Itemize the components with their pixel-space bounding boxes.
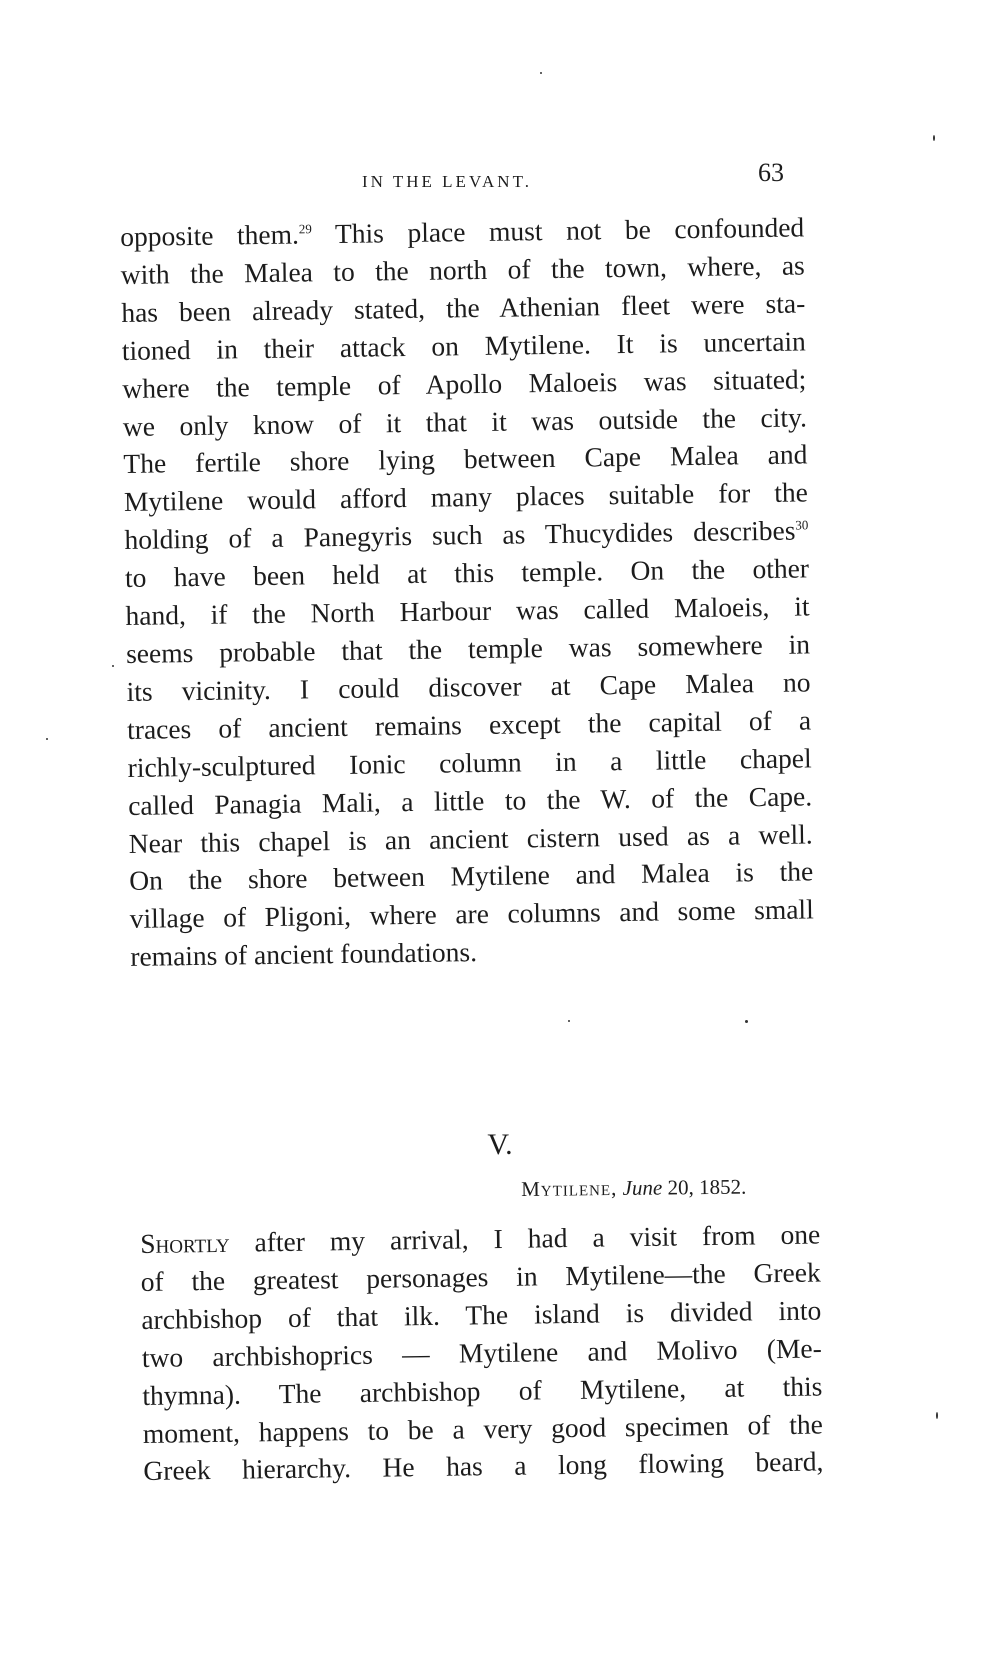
text-line: archbishop of that ilk. The island is divided into	[141, 1294, 822, 1335]
text-line: of the greatest personages in Mytilene—the Greek	[140, 1256, 821, 1297]
text-line: village of Pligoni, where are columns and some small	[129, 893, 814, 935]
text-line: The fertile shore lying between Cape Malea and	[123, 438, 808, 480]
text-line: to have been held at this temple. On the other	[124, 552, 810, 594]
page-number: 63	[758, 158, 784, 187]
text-line: where the temple of Apollo Maloeis was situated;	[122, 363, 807, 404]
text-line: its vicinity. I could discover at Cape Malea no	[126, 666, 811, 707]
dateline-place: Mytilene,	[521, 1175, 618, 1201]
text-line: richly-sculptured Ionic column in a little chapel	[127, 742, 812, 783]
text-line: seems probable that the temple was somewhere in	[125, 628, 811, 669]
text-line: hand, if the North Harbour was called Maloeis, it	[125, 590, 810, 632]
scan-speck	[936, 1412, 938, 1419]
text-line: called Panagia Mali, a little to the W. of the Cape.	[127, 779, 813, 821]
text-line: Greek hierarchy. He has a long flowing beard,	[143, 1445, 824, 1487]
scan-speck	[933, 135, 935, 141]
scan-speck	[745, 1020, 748, 1023]
text-line: moment, happens to be a very good specimen of the	[142, 1408, 824, 1449]
line-text-rest: after my arrival, I had a visit from one	[229, 1218, 821, 1258]
text-line: remains of ancient foundations.	[130, 936, 478, 973]
scan-speck	[46, 738, 48, 740]
text-line: thymna). The archbishop of Mytilene, at this	[142, 1370, 823, 1411]
text-line: with the Malea to the north of the town, where, as	[120, 249, 805, 290]
scan-speck	[112, 665, 114, 667]
text-line: Near this chapel is an ancient cistern used as a well.	[128, 817, 813, 859]
letter-text	[140, 1216, 824, 1491]
scan-speck	[540, 72, 542, 74]
letter-heading: V.	[487, 1128, 513, 1161]
text-line: traces of ancient remains except the capital of a	[126, 704, 812, 745]
running-head: IN THE LEVANT.	[362, 172, 532, 191]
dateline-month: June	[622, 1175, 663, 1200]
line-text-rest: This place must not be confounded	[311, 211, 805, 250]
footnote-ref-30: 30	[795, 517, 809, 533]
text-line: On the shore between Mytilene and Malea is the	[129, 855, 814, 897]
text-line: we only know of it that it was outside the city.	[122, 400, 808, 442]
line-text: opposite them.	[120, 218, 300, 252]
text-line: two archbishoprics — Mytilene and Molivo (Me-	[141, 1332, 822, 1373]
lead-word: Shortly	[140, 1226, 230, 1259]
text-line: has been already stated, the Athenian fleet were sta-	[121, 287, 806, 328]
text-line: tioned in their attack on Mytilene. It is uncertain	[121, 325, 806, 366]
footnote-ref-29: 29	[298, 221, 312, 237]
scan-speck	[568, 1020, 570, 1022]
dateline	[521, 1175, 746, 1202]
text-line: Mytilene would afford many places suitable for the	[123, 476, 809, 518]
line-text: holding of a Panegyris such as Thucydides describes	[124, 514, 796, 556]
dateline-year: 20, 1852.	[662, 1174, 747, 1200]
section-one-text	[120, 208, 815, 976]
